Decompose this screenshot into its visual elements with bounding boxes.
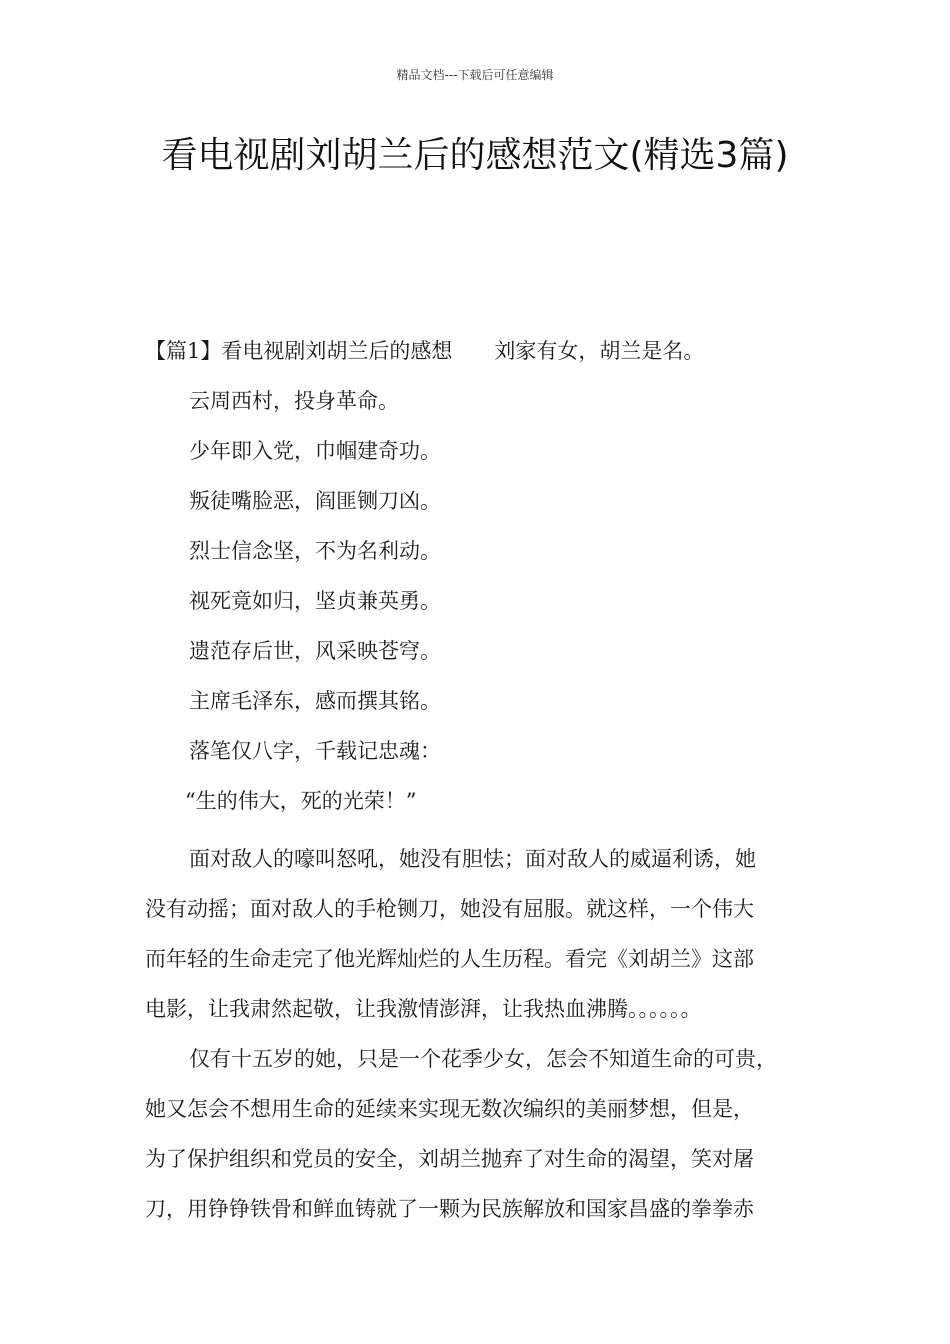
document-body xyxy=(145,334,813,1234)
verse-line: 视死竟如归，坚贞兼英勇。 xyxy=(189,589,441,613)
section-heading-line xyxy=(145,334,813,384)
paragraph xyxy=(145,834,813,1034)
paragraph-line: 刀，用铮铮铁骨和鲜血铸就了一颗为民族解放和国家昌盛的拳拳赤 xyxy=(145,1197,754,1221)
paragraph-line: 而年轻的生命走完了他光辉灿烂的人生历程。看完《刘胡兰》这部 xyxy=(145,947,754,971)
document-title: 看电视剧刘胡兰后的感想范文(精选3篇) xyxy=(161,135,789,176)
verse-line-quote: “生的伟大，死的光荣！” xyxy=(185,789,417,813)
verse-line: 遗范存后世，风采映苍穹。 xyxy=(189,639,441,663)
verse-line: 云周西村，投身革命。 xyxy=(189,389,399,413)
verse-line: 落笔仅八字，千载记忠魂： xyxy=(189,739,441,763)
verse-line: 烈士信念坚，不为名利动。 xyxy=(189,539,441,563)
verse-line: 少年即入党，巾帼建奇功。 xyxy=(189,439,441,463)
paragraph-line: 为了保护组织和党员的安全，刘胡兰抛弃了对生命的渴望，笑对屠 xyxy=(145,1147,754,1171)
header-note: 精品文档---下载后可任意编辑 xyxy=(396,68,554,82)
paragraph xyxy=(145,1034,813,1234)
verse-line: 叛徒嘴脸恶，阎匪铡刀凶。 xyxy=(189,489,441,513)
verse-line: 主席毛泽东，感而撰其铭。 xyxy=(189,689,441,713)
paragraph-line: 电影，让我肃然起敬，让我激情澎湃，让我热血沸腾。。。。。。 xyxy=(145,997,702,1021)
paragraph-line: 她又怎会不想用生命的延续来实现无数次编织的美丽梦想，但是， xyxy=(145,1097,754,1121)
verse-line: 刘家有女，胡兰是名。 xyxy=(494,339,705,363)
paragraph-line: 面对敌人的嚎叫怒吼，她没有胆怯；面对敌人的威逼利诱，她 xyxy=(189,847,756,871)
paragraph-line: 仅有十五岁的她，只是一个花季少女，怎会不知道生命的可贵， xyxy=(189,1047,777,1071)
section-label: 【篇1】看电视剧刘胡兰后的感想 xyxy=(145,339,453,363)
paragraph-line: 没有动摇；面对敌人的手枪铡刀，她没有屈服。就这样，一个伟大 xyxy=(145,897,754,921)
